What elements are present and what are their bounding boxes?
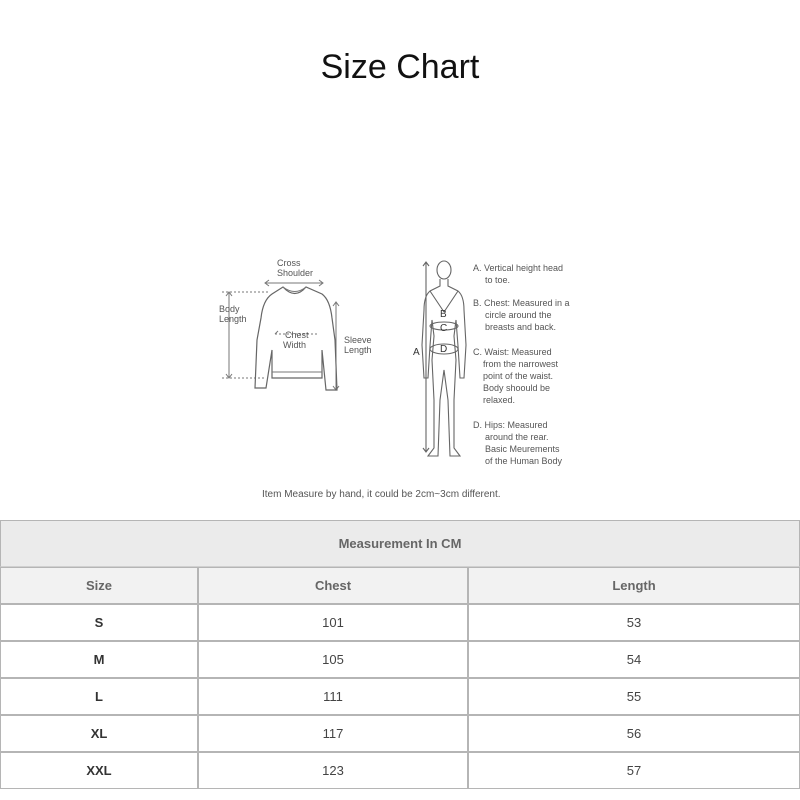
size-cell: M: [0, 641, 198, 678]
table-row: [0, 752, 800, 789]
length-cell: 56: [468, 715, 800, 752]
length-cell: 54: [468, 641, 800, 678]
size-cell: L: [0, 678, 198, 715]
length-cell: 55: [468, 678, 800, 715]
column-header-chest: Chest: [198, 567, 468, 604]
chest-cell: 123: [198, 752, 468, 789]
table-caption-row: [0, 520, 800, 567]
svg-text:relaxed.: relaxed.: [483, 395, 516, 405]
chest-cell: 117: [198, 715, 468, 752]
marker-b: B: [440, 309, 447, 320]
size-cell: XL: [0, 715, 198, 752]
marker-a: A: [413, 347, 420, 358]
length-cell: 57: [468, 752, 800, 789]
column-header-length: Length: [468, 567, 800, 604]
chest-cell: 105: [198, 641, 468, 678]
svg-text:Shoulder: Shoulder: [277, 268, 314, 278]
chest-cell: 101: [198, 604, 468, 641]
svg-text:Length: Length: [219, 314, 247, 324]
cross-shoulder-label: Cross: [277, 258, 301, 268]
svg-text:Basic Meurements: Basic Meurements: [485, 444, 560, 454]
column-header-size: Size: [0, 567, 198, 604]
svg-text:breasts and back.: breasts and back.: [485, 322, 557, 332]
svg-text:point of the waist.: point of the waist.: [483, 371, 554, 381]
chest-width-label: Chest: [285, 330, 309, 340]
table-header-row: [0, 567, 800, 604]
human-body-figure: [422, 261, 466, 456]
marker-d: D: [440, 344, 448, 355]
svg-text:circle around the: circle around the: [485, 310, 552, 320]
note-d: D. Hips: Measured: [473, 420, 548, 430]
marker-c: C: [440, 323, 448, 334]
page-title: Size Chart: [320, 48, 480, 86]
svg-text:around the rear.: around the rear.: [485, 432, 549, 442]
table-row: [0, 715, 800, 752]
note-a: A. Vertical height head: [473, 263, 564, 273]
size-table: [0, 520, 800, 789]
svg-text:from the narrowest: from the narrowest: [483, 359, 559, 369]
chest-cell: 111: [198, 678, 468, 715]
table-row: [0, 678, 800, 715]
svg-text:Length: Length: [344, 345, 372, 355]
svg-text:to toe.: to toe.: [485, 275, 511, 285]
svg-text:Body shoould be: Body shoould be: [483, 383, 551, 393]
note-c: C. Waist: Measured: [473, 347, 552, 357]
body-length-label: Body: [219, 304, 240, 314]
note-b: B. Chest: Measured in a: [473, 298, 570, 308]
table-caption: Measurement In CM: [0, 520, 800, 567]
sleeve-length-label: Sleeve: [344, 335, 372, 345]
table-row: [0, 604, 800, 641]
svg-text:Width: Width: [283, 340, 307, 350]
size-cell: S: [0, 604, 198, 641]
svg-text:of the Human Body: of the Human Body: [485, 456, 563, 466]
size-cell: XXL: [0, 752, 198, 789]
length-cell: 53: [468, 604, 800, 641]
measure-note: Item Measure by hand, it could be 2cm~3cm different.: [262, 489, 501, 500]
table-row: [0, 641, 800, 678]
